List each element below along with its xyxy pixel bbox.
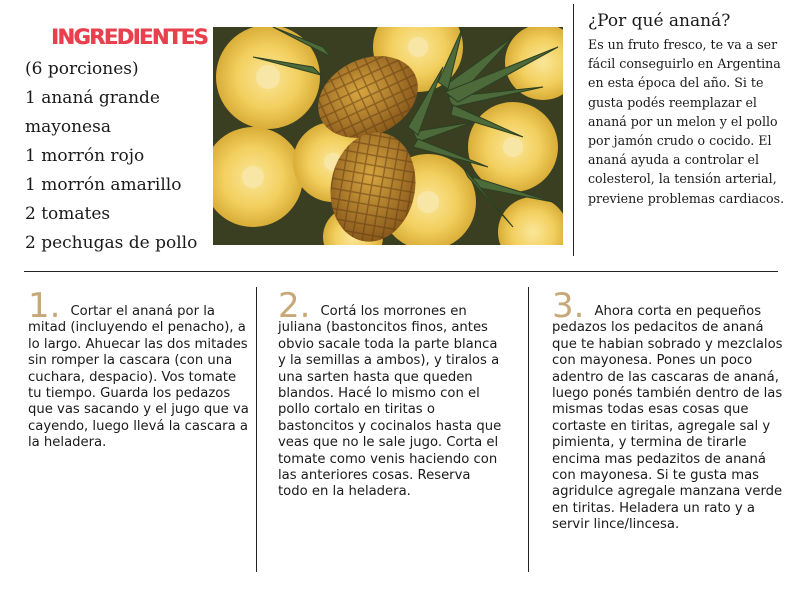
horizontal-divider — [24, 271, 778, 272]
ingredient-item: (6 porciones) — [25, 59, 139, 79]
pineapple-photo — [213, 27, 563, 245]
column-divider — [528, 287, 529, 572]
ingredients-title: INGREDIENTES — [51, 25, 208, 49]
ingredient-item: 2 tomates — [25, 204, 111, 224]
why-body: Es un fruto fresco, te va a ser fácil conseguirlo en Argentina en esta época del año. Si te gusta podés reemplazar el ananá por un melon y el pollo por jamón crudo o cocido. El ananá ayuda a controlar el colesterol, la tensión arterial, previene problemas cardiacos. — [588, 37, 785, 206]
step-2 — [278, 286, 503, 501]
ingredient-item: 2 pechugas de pollo — [25, 233, 198, 253]
step-number: 2. — [278, 286, 311, 326]
ingredient-item: 1 morrón amarillo — [25, 175, 182, 195]
step-number: 3. — [552, 286, 585, 326]
ingredients-list — [25, 55, 215, 258]
header-divider — [573, 4, 574, 256]
ingredient-item: 1 ananá grande — [25, 88, 160, 108]
ingredient-item: mayonesa — [25, 117, 111, 137]
why-section — [588, 10, 788, 208]
ingredient-item: 1 morrón rojo — [25, 146, 145, 166]
column-divider — [256, 287, 257, 572]
step-text: Cortá los morrones en juliana (bastoncitos finos, antes obvio sacale toda la parte blanca y la semillas a ambos), y tiralos a una sarten hasta que queden blandos. Hacé lo mismo con el pollo cortalo en tiritas o bastoncitos y cocinalos hasta que veas que no le sale jugo. Corta el tomate como venis haciendo con las anteriores cosas. Reserva todo en la heladera. — [278, 304, 502, 500]
why-title: ¿Por qué ananá? — [588, 11, 731, 31]
step-1 — [28, 286, 250, 452]
step-text: Ahora corta en pequeños pedazos los pedacitos de ananá que te habian sobrado y mezclalos con mayonesa. Pones un poco adentro de las cascaras de ananá, luego ponés también dentro de las mismas todas esas cosas que cortaste en tiritas, agregale sal y pimienta, y termina de tirarle encima mas pedazitos de ananá con mayonesa. Si te gusta mas agridulce agregale manzana verde en tiritas. Heladera un rato y a servir lince/lincesa. — [552, 304, 783, 533]
step-3 — [552, 286, 785, 534]
step-text: Cortar el ananá por la mitad (incluyendo el penacho), a lo largo. Ahuecar las dos mitades sin romper la cascara (con una cuchara, despacio). Vos tomate tu tiempo. Guarda los pedazos que vas sacando y el jugo que va cayendo, luego llevá la cascara a la heladera. — [28, 304, 249, 451]
step-number: 1. — [28, 286, 61, 326]
